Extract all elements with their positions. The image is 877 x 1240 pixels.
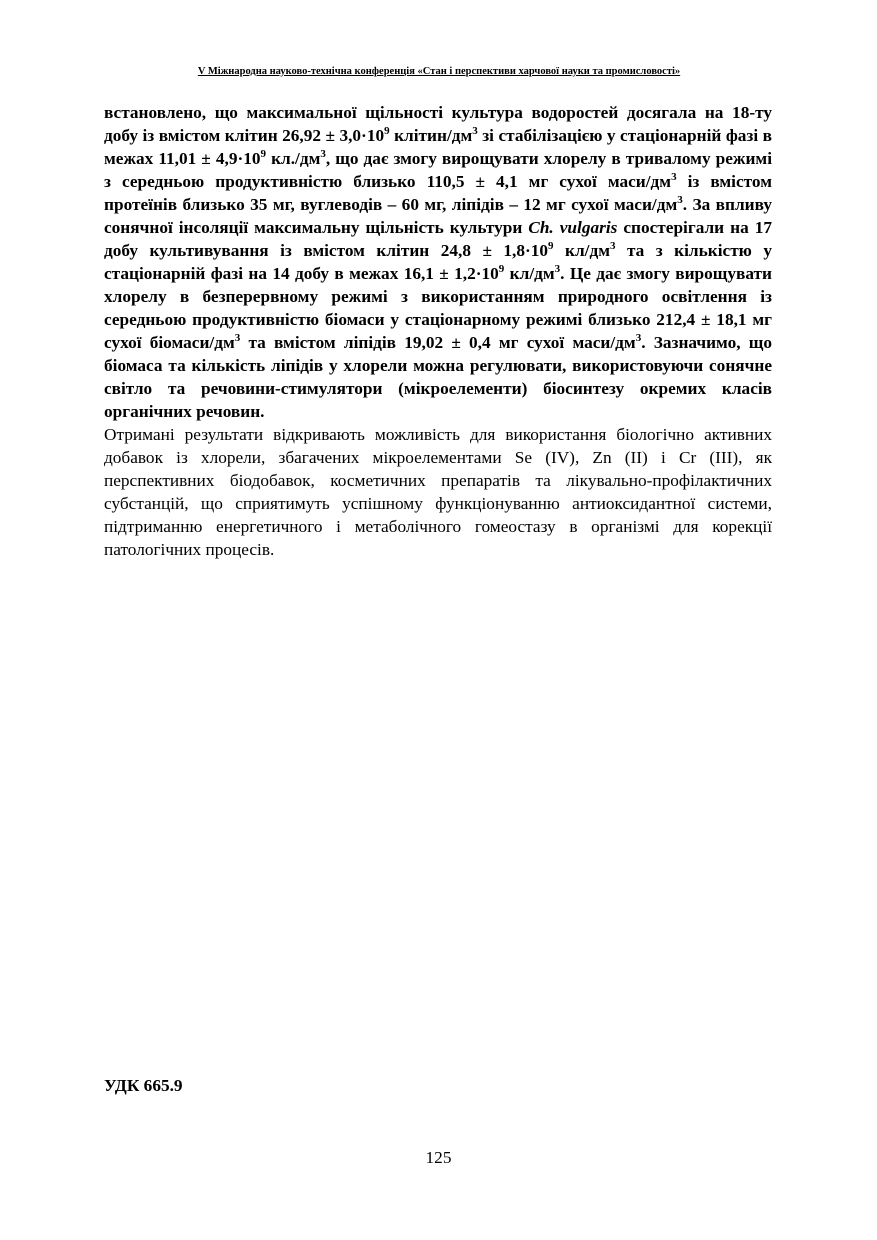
text-run: кл./дм — [266, 149, 321, 168]
superscript: 3 — [554, 263, 561, 276]
text-run: кл/дм — [553, 241, 610, 260]
bold-paragraph — [104, 103, 772, 421]
text-run: зі стабілізацією у стаціонарній фазі в межах 11,01 ± 4,9·10 — [104, 126, 772, 168]
superscript: 3 — [472, 125, 478, 138]
text-run: кл/дм — [504, 264, 555, 283]
text-run: та вмістом ліпідів 19,02 ± 0,4 мг сухої маси/дм — [240, 333, 636, 352]
superscript: 3 — [609, 240, 616, 253]
udk-code: УДК 665.9 — [104, 1076, 183, 1095]
results-paragraph: Отримані результати відкривають можливість для використання біологічно активних добавок із хлорели, збагачених мікроелементами Se (IV), Zn (II) і Cr (III), як перспективних біодобавок, косметичних препаратів та лікувально-профілактичних субстанцій, що сприятимуть успішному функціонуванню антиоксидантної системи, підтриманню енергетичного і метаболічного гомеостазу в організмі для корекції патологічних процесів. — [104, 425, 772, 559]
superscript: 3 — [671, 171, 677, 184]
conference-header: V Міжнародна науково-технічна конференція «Стан і перспективи харчової науки та промисловості» — [197, 66, 681, 77]
superscript: 9 — [384, 125, 390, 138]
superscript: 3 — [320, 148, 326, 161]
text-run: . Це дає змогу вирощувати хлорелу в безперервному режимі з використанням природного освітлення із середньою продуктивністю біомаси у стаціонарному режимі близько 212,4 ± 18,1 мг сухої біомаси/дм — [104, 264, 772, 352]
body-text — [104, 101, 772, 561]
page-number: 125 — [425, 1148, 452, 1167]
text-run: встановлено, що максимальної щільності культура водоростей досягала на 18-ту добу із вмістом клітин 26,92 ± 3,0·10 — [104, 103, 772, 145]
superscript: 9 — [548, 240, 554, 253]
superscript: 3 — [635, 332, 642, 345]
text-run: , що дає змогу вирощувати хлорелу в тривалому режимі з середньою продуктивністю близько 110,5 ± 4,1 мг сухої маси/дм — [104, 149, 772, 191]
superscript: 9 — [260, 148, 267, 161]
text-run: . За впливу сонячної інсоляції максимальну щільність культури — [104, 195, 772, 237]
text-run: клітин/дм — [389, 126, 473, 145]
superscript: 3 — [234, 332, 241, 345]
superscript: 3 — [677, 194, 683, 207]
text-run: із вмістом протеїнів близько 35 мг, вуглеводів – 60 мг, ліпідів – 12 мг сухої маси/дм — [104, 172, 772, 214]
superscript: 9 — [498, 263, 505, 276]
text-run: . Зазначимо, що біомаса та кількість ліпідів у хлорели можна регулювати, використовуючи сонячне світло та речовини-стимулятори (мікроелементи) біосинтезу окремих класів органічних речовин. — [104, 333, 773, 421]
species-name: Ch. vulgaris — [528, 218, 618, 237]
text-run: спостерігали на 17 добу культивування із вмістом клітин 24,8 ± 1,8·10 — [104, 218, 772, 260]
text-run: та з кількістю у стаціонарній фазі на 14 добу в межах 16,1 ± 1,2·10 — [104, 241, 772, 283]
